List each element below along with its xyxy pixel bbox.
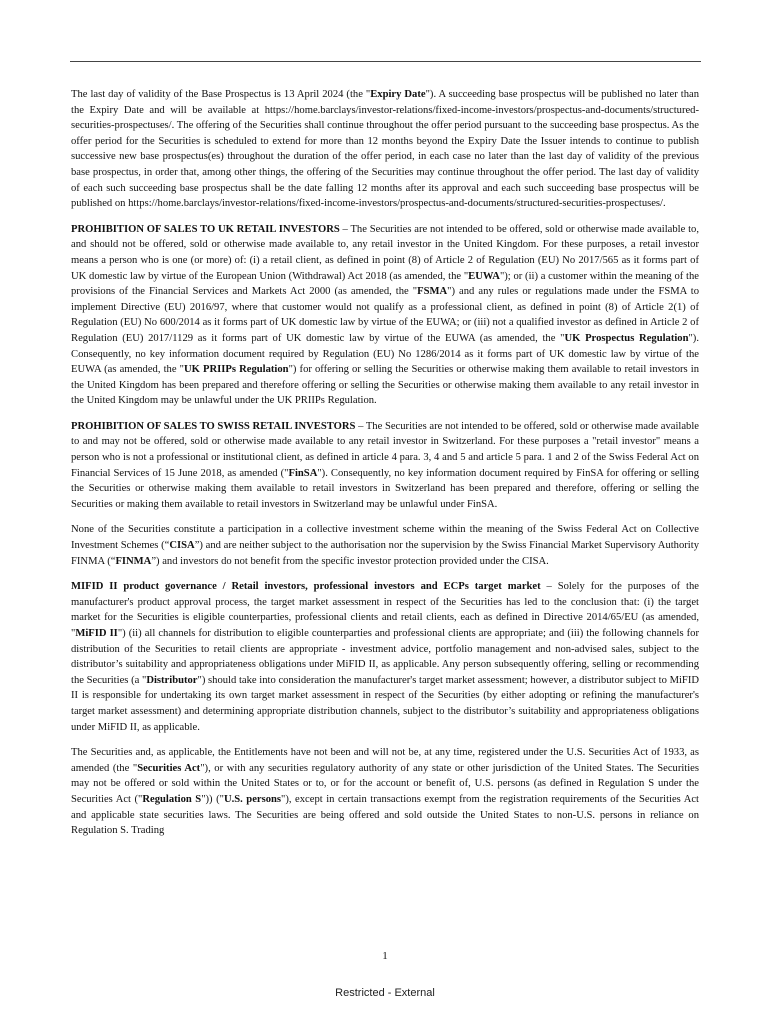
paragraph-mifid-governance (71, 579, 699, 735)
paragraph-cisa (71, 522, 699, 569)
defined-term: PROHIBITION OF SALES TO SWISS RETAIL INVESTORS (71, 420, 356, 432)
defined-term: Securities Act (137, 762, 201, 774)
text-run: None of the Securities constitute a participation in a collective investment scheme within the meaning of the Swiss Federal Act on Collective Investment Schemes (“ (71, 524, 699, 552)
paragraph-expiry-date (71, 87, 699, 212)
defined-term: UK PRIIPs Regulation (184, 364, 289, 376)
defined-term: Distributor (146, 674, 198, 686)
defined-term: EUWA (468, 270, 500, 282)
paragraph-swiss-retail-prohibition (71, 419, 699, 513)
paragraph-uk-retail-prohibition (71, 222, 699, 409)
text-run: The last day of validity of the Base Prospectus is 13 April 2024 (the " (71, 89, 371, 100)
defined-term: CISA (169, 540, 195, 552)
text-run: "). A succeeding base prospectus will be published no later than the Expiry Date and will be available at https://home.barclays/investor-relations/fixed-income-investors/prospectus-and-documents/structured-securities-prospectuses/. The offering of the Securities shall continue throughout the offer period pursuant to the succeeding base prospectus. As the offer period for the Securities is scheduled to extend for more than 12 months beyond the Expiry Date the Issuer intends to continue to publish successive new base prospectus(es) throughout the duration of the offer period, in each case no later than the last day of validity of the previous base prospectus, in order that, among other things, the offering of the Securities may continue throughout the offer period. The last day of validity of each such succeeding base prospectus shall be the date falling 12 months after its approval and each such succeeding base prospectus will be published on https://home.barclays/investor-relations/fixed-income-investors/prospectus-and-documents/structured-securities-prospectuses/. (71, 89, 699, 210)
text-run: "); or (ii) a customer within the meaning of the provisions of the Financial Services and Markets Act 2000 (as amended, the " (71, 270, 699, 298)
defined-term: U.S. persons (223, 793, 282, 805)
text-run: The Securities and, as applicable, the Entitlements have not been and will not be, at any time, registered under the U.S. Securities Act of 1933, as amended (the " (71, 747, 699, 774)
text-run: – The Securities are not intended to be offered, sold or otherwise made available to and may not be offered, sold or otherwise made available to any retail investor in Switzerland. For these purposes a "retail investor" means a person who is not a professional or institutional client, as defined in article 4 para. 3, 4 and 5 and article 5 para. 1 and 2 of the Swiss Federal Act on Financial Services of 15 June 2018, as amended (" (71, 420, 700, 479)
text-run: ")) (" (201, 793, 224, 805)
defined-term: FSMA (417, 286, 448, 298)
text-run: – Solely for the purposes of the manufacturer's product approval process, the target market assessment in respect of the Securities has led to the conclusion that: (i) the target market for the Securities is eligible counterparties, professional clients and retail clients, each as defined in Directive 2014/65/EU (as amended, " (71, 581, 699, 639)
text-run: ”) and investors do not benefit from the specific investor protection provided under the CISA. (151, 555, 549, 567)
text-run: ") should take into consideration the manufacturer's target market assessment; however, a distributor subject to MiFID II is responsible for undertaking its own target market assessment in respect of the Securities (by either adopting or refining the manufacturer's target market assessment) and determining appropriate distribution channels, subject to the distributor’s suitability and appropriateness obligations under MiFID II, as applicable. (71, 674, 699, 733)
text-run: ") (ii) all channels for distribution to eligible counterparties and professional clients are appropriate; and (iii) the following channels for distribution of the Securities to retail clients are appropriate - investment advice, portfolio management and non-advised sales, subject to the distributor’s suitability and appropriateness obligations under MiFID II, as applicable. Any person subsequently offering, selling or recommending the Securities (a " (71, 628, 699, 686)
defined-term: MiFID II (75, 628, 118, 639)
text-run: "), except in certain transactions exempt from the registration requirements of the Securities Act and applicable state securities laws. The Securities are being offered and sold outside the United States to non-U.S. persons in reliance on Regulation S. Trading (71, 793, 699, 837)
defined-term: Expiry Date (370, 89, 426, 100)
defined-term: FINMA (115, 555, 152, 567)
defined-term: Regulation S (142, 793, 202, 805)
text-run: "), or with any securities regulatory authority of any state or other jurisdiction of the United States. The Securities may not be offered or sold within the United States or to, or for the account or benefit of, U.S. persons (as defined in Regulation S under the Securities Act (" (71, 762, 699, 805)
text-run: "). Consequently, no key information document required by FinSA for offering or selling the Securities or otherwise making them available to retail investors in Switzerland has been prepared and therefore, offering or selling the Securities or making them available to retail investors in Switzerland may be unlawful under FinSA. (71, 467, 699, 510)
defined-term: MIFID II product governance / Retail investors, professional investors and ECPs target market (71, 581, 541, 593)
paragraph-us-securities (71, 745, 699, 839)
defined-term: UK Prospectus Regulation (564, 332, 689, 344)
text-run: ") for offering or selling the Securities or otherwise making them available to retail investors in the United Kingdom has been prepared and therefore offering or selling the Securities or otherwise making them available to any retail investor in the United Kingdom may be unlawful under the UK PRIIPs Regulation. (71, 364, 700, 407)
classification-label: Restricted - External (335, 987, 435, 999)
text-run: ") and any rules or regulations made under the FSMA to implement Directive (EU) 2016/97, where that customer would not qualify as a professional client, as defined in point (8) of Article 2(1) of Regulation (EU) No 600/2014 as it forms part of UK domestic law by virtue of the EUWA; or (iii) not a qualified investor as defined in Article 2 of Regulation (EU) 2017/1129 as it forms part of UK domestic law by virtue of the EUWA (as amended, the " (71, 286, 699, 344)
text-run: "). Consequently, no key information document required by Regulation (EU) No 1286/2014 as it forms part of UK domestic law by virtue of the EUWA (as amended, the " (71, 332, 699, 376)
page-number: 1 (382, 950, 388, 962)
defined-term: PROHIBITION OF SALES TO UK RETAIL INVESTORS (71, 223, 340, 235)
defined-term: FinSA (288, 467, 318, 479)
text-run: ”) and are neither subject to the authorisation nor the supervision by the Swiss Financial Market Supervisory Authority FINMA (“ (71, 540, 699, 567)
text-run: – The Securities are not intended to be offered, sold or otherwise made available to, and should not be offered, sold or otherwise made available to, any retail investor in the United Kingdom. For these purposes, a retail investor means a person who is one (or more) of: (i) a retail client, as defined in point (8) of Article 2 of Regulation (EU) No 2017/565 as it forms part of UK domestic law by virtue of the European Union (Withdrawal) Act 2018 (as amended, the " (71, 223, 699, 282)
header-rule (70, 61, 701, 62)
document-body (71, 87, 699, 849)
